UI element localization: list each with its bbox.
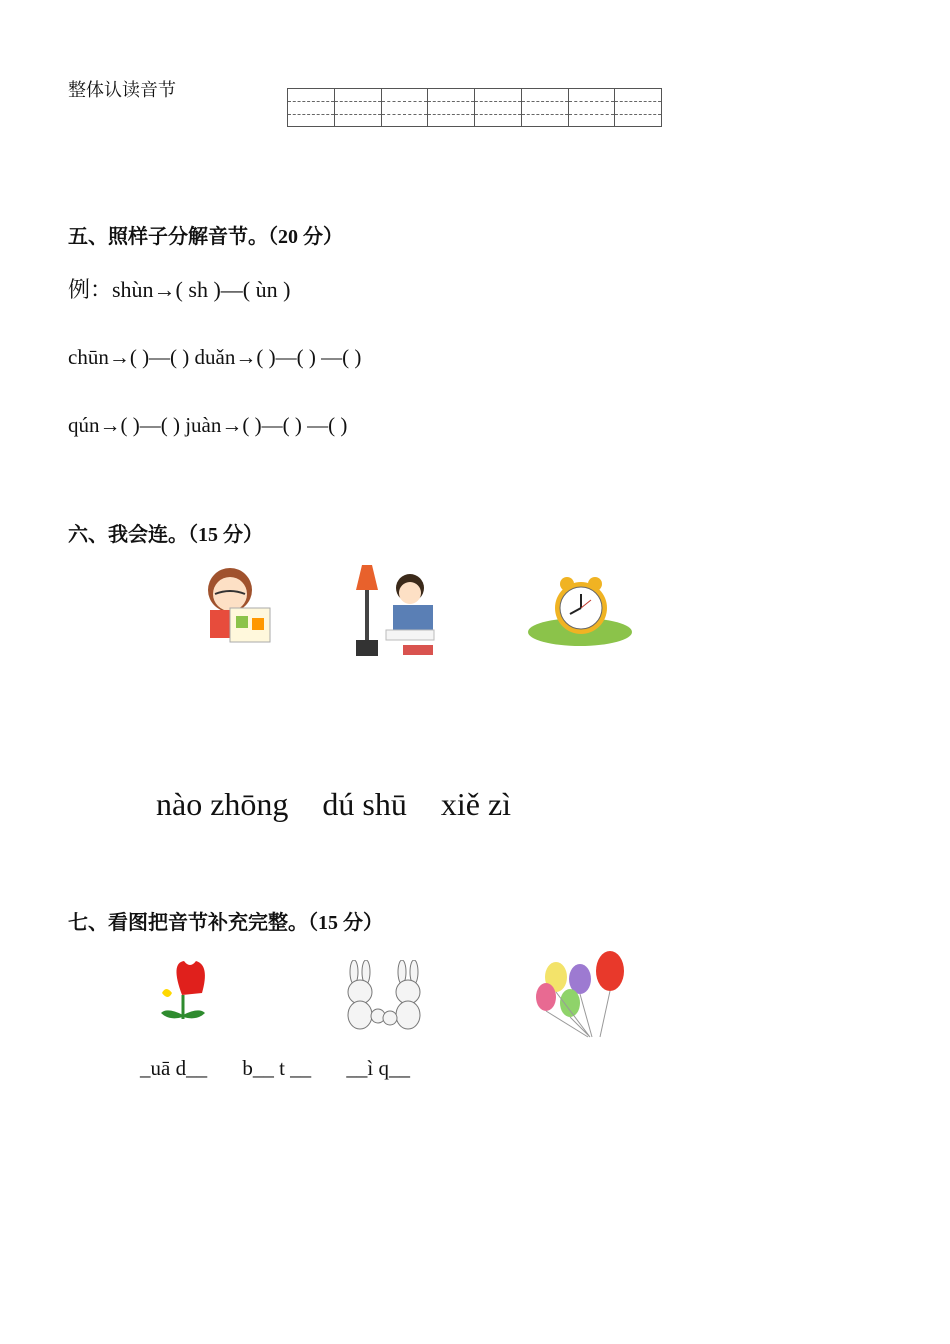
- balloons-picture: [530, 945, 630, 1040]
- grid-cell[interactable]: [569, 89, 616, 126]
- word-2: dú shū: [322, 786, 407, 822]
- section5-row-2: qún→( )—( ) juàn→( )—( ) —( ): [68, 413, 348, 437]
- blank-2[interactable]: b__ t __: [242, 1056, 312, 1080]
- girl-reading-picture: [190, 560, 280, 650]
- grid-cell[interactable]: [382, 89, 429, 126]
- section7-heading: 七、看图把音节补充完整。（15 分）: [68, 912, 383, 934]
- grid-cell[interactable]: [615, 89, 661, 126]
- section5-row-1: chūn→( )—( ) duǎn→( )—( ) —( ): [68, 345, 362, 369]
- section6-heading: 六、我会连。（15 分）: [68, 524, 263, 546]
- writing-grid[interactable]: [287, 88, 662, 127]
- syllable-label: 整体认读音节: [68, 80, 176, 100]
- blank-3[interactable]: __ì q__: [346, 1056, 411, 1080]
- grid-cell[interactable]: [475, 89, 522, 126]
- pinyin-words: [156, 786, 537, 823]
- grid-cell[interactable]: [522, 89, 569, 126]
- fill-blank-row: [140, 1056, 440, 1081]
- flower-picture: [150, 955, 215, 1023]
- word-1: nào zhōng: [156, 786, 289, 822]
- rabbits-picture: [336, 960, 431, 1035]
- grid-cell[interactable]: [335, 89, 382, 126]
- section5-example: 例：shùn→( sh )—( ùn ): [68, 277, 291, 302]
- section5-heading: 五、照样子分解音节。（20 分）: [68, 226, 343, 248]
- grid-cell[interactable]: [428, 89, 475, 126]
- grid-cell[interactable]: [288, 89, 335, 126]
- alarm-clock-picture: [525, 570, 637, 650]
- boy-writing-picture: [348, 560, 443, 665]
- word-3: xiě zì: [440, 786, 512, 822]
- blank-1[interactable]: _uā d__: [140, 1056, 208, 1080]
